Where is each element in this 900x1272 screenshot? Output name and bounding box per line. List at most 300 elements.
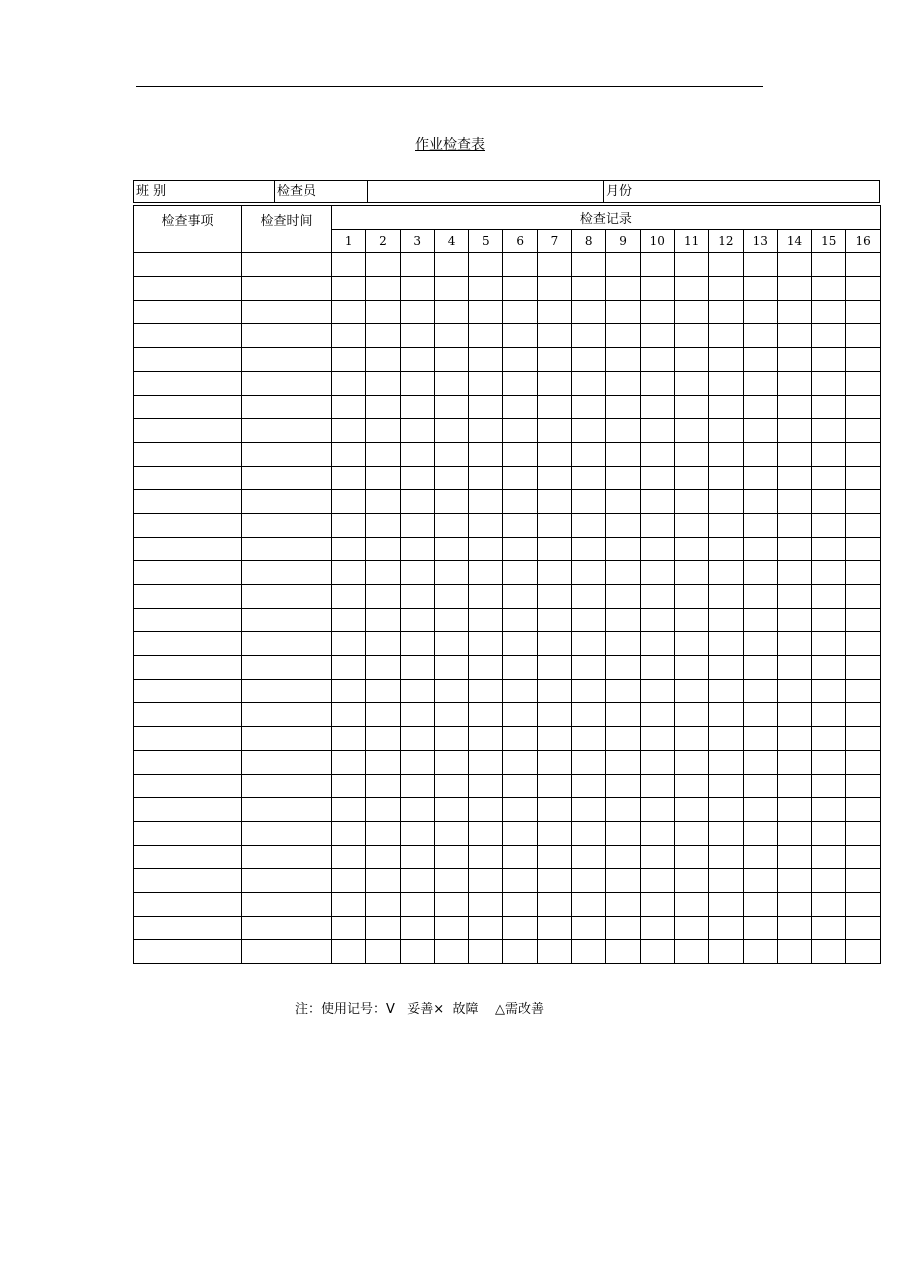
time-cell[interactable]	[242, 585, 332, 609]
record-cell[interactable]	[606, 513, 640, 537]
record-cell[interactable]	[812, 632, 846, 656]
record-cell[interactable]	[743, 513, 777, 537]
record-cell[interactable]	[777, 537, 811, 561]
record-cell[interactable]	[400, 561, 434, 585]
item-cell[interactable]	[134, 466, 242, 490]
record-cell[interactable]	[469, 869, 503, 893]
record-cell[interactable]	[366, 466, 400, 490]
record-cell[interactable]	[812, 727, 846, 751]
record-cell[interactable]	[537, 750, 571, 774]
record-cell[interactable]	[777, 395, 811, 419]
record-cell[interactable]	[743, 632, 777, 656]
record-cell[interactable]	[503, 490, 537, 514]
record-cell[interactable]	[812, 277, 846, 301]
record-cell[interactable]	[674, 253, 708, 277]
record-cell[interactable]	[709, 821, 743, 845]
record-cell[interactable]	[709, 348, 743, 372]
record-cell[interactable]	[606, 727, 640, 751]
record-cell[interactable]	[743, 585, 777, 609]
record-cell[interactable]	[777, 277, 811, 301]
record-cell[interactable]	[366, 442, 400, 466]
record-cell[interactable]	[366, 513, 400, 537]
record-cell[interactable]	[812, 869, 846, 893]
record-cell[interactable]	[366, 253, 400, 277]
item-cell[interactable]	[134, 419, 242, 443]
time-cell[interactable]	[242, 940, 332, 964]
record-cell[interactable]	[572, 608, 606, 632]
record-cell[interactable]	[812, 892, 846, 916]
record-cell[interactable]	[777, 585, 811, 609]
record-cell[interactable]	[777, 821, 811, 845]
record-cell[interactable]	[674, 892, 708, 916]
record-cell[interactable]	[537, 442, 571, 466]
time-cell[interactable]	[242, 632, 332, 656]
record-cell[interactable]	[469, 679, 503, 703]
record-cell[interactable]	[366, 395, 400, 419]
record-cell[interactable]	[366, 300, 400, 324]
record-cell[interactable]	[503, 869, 537, 893]
record-cell[interactable]	[537, 253, 571, 277]
record-cell[interactable]	[777, 869, 811, 893]
record-cell[interactable]	[812, 798, 846, 822]
record-cell[interactable]	[366, 798, 400, 822]
record-cell[interactable]	[503, 750, 537, 774]
record-cell[interactable]	[743, 774, 777, 798]
record-cell[interactable]	[537, 940, 571, 964]
record-cell[interactable]	[572, 395, 606, 419]
record-cell[interactable]	[400, 348, 434, 372]
record-cell[interactable]	[503, 442, 537, 466]
record-cell[interactable]	[640, 632, 674, 656]
record-cell[interactable]	[400, 703, 434, 727]
record-cell[interactable]	[469, 727, 503, 751]
record-cell[interactable]	[812, 845, 846, 869]
record-cell[interactable]	[812, 466, 846, 490]
record-cell[interactable]	[366, 727, 400, 751]
record-cell[interactable]	[606, 845, 640, 869]
record-cell[interactable]	[812, 561, 846, 585]
record-cell[interactable]	[503, 821, 537, 845]
record-cell[interactable]	[743, 466, 777, 490]
record-cell[interactable]	[812, 348, 846, 372]
record-cell[interactable]	[537, 395, 571, 419]
record-cell[interactable]	[709, 845, 743, 869]
record-cell[interactable]	[332, 419, 366, 443]
record-cell[interactable]	[640, 537, 674, 561]
record-cell[interactable]	[812, 371, 846, 395]
record-cell[interactable]	[537, 371, 571, 395]
record-cell[interactable]	[777, 632, 811, 656]
record-cell[interactable]	[434, 869, 468, 893]
record-cell[interactable]	[640, 798, 674, 822]
item-cell[interactable]	[134, 727, 242, 751]
time-cell[interactable]	[242, 348, 332, 372]
record-cell[interactable]	[469, 821, 503, 845]
record-cell[interactable]	[332, 371, 366, 395]
item-cell[interactable]	[134, 277, 242, 301]
record-cell[interactable]	[503, 656, 537, 680]
record-cell[interactable]	[332, 679, 366, 703]
record-cell[interactable]	[812, 703, 846, 727]
record-cell[interactable]	[503, 940, 537, 964]
time-cell[interactable]	[242, 703, 332, 727]
record-cell[interactable]	[572, 513, 606, 537]
record-cell[interactable]	[503, 679, 537, 703]
record-cell[interactable]	[743, 348, 777, 372]
record-cell[interactable]	[674, 324, 708, 348]
record-cell[interactable]	[812, 656, 846, 680]
time-cell[interactable]	[242, 608, 332, 632]
record-cell[interactable]	[469, 348, 503, 372]
record-cell[interactable]	[503, 277, 537, 301]
record-cell[interactable]	[709, 869, 743, 893]
record-cell[interactable]	[503, 371, 537, 395]
record-cell[interactable]	[846, 300, 880, 324]
record-cell[interactable]	[434, 679, 468, 703]
time-cell[interactable]	[242, 300, 332, 324]
record-cell[interactable]	[674, 395, 708, 419]
record-cell[interactable]	[332, 466, 366, 490]
record-cell[interactable]	[332, 727, 366, 751]
time-cell[interactable]	[242, 821, 332, 845]
record-cell[interactable]	[469, 561, 503, 585]
record-cell[interactable]	[777, 679, 811, 703]
record-cell[interactable]	[332, 821, 366, 845]
record-cell[interactable]	[709, 419, 743, 443]
record-cell[interactable]	[503, 892, 537, 916]
record-cell[interactable]	[709, 679, 743, 703]
record-cell[interactable]	[674, 916, 708, 940]
record-cell[interactable]	[537, 916, 571, 940]
record-cell[interactable]	[572, 442, 606, 466]
item-cell[interactable]	[134, 869, 242, 893]
record-cell[interactable]	[606, 916, 640, 940]
record-cell[interactable]	[743, 845, 777, 869]
record-cell[interactable]	[366, 632, 400, 656]
record-cell[interactable]	[332, 253, 366, 277]
record-cell[interactable]	[400, 585, 434, 609]
record-cell[interactable]	[434, 300, 468, 324]
record-cell[interactable]	[846, 727, 880, 751]
record-cell[interactable]	[674, 940, 708, 964]
record-cell[interactable]	[674, 277, 708, 301]
record-cell[interactable]	[606, 608, 640, 632]
record-cell[interactable]	[812, 537, 846, 561]
record-cell[interactable]	[400, 727, 434, 751]
record-cell[interactable]	[709, 916, 743, 940]
record-cell[interactable]	[777, 798, 811, 822]
record-cell[interactable]	[469, 300, 503, 324]
record-cell[interactable]	[640, 585, 674, 609]
record-cell[interactable]	[332, 277, 366, 301]
record-cell[interactable]	[537, 774, 571, 798]
record-cell[interactable]	[606, 940, 640, 964]
record-cell[interactable]	[846, 845, 880, 869]
record-cell[interactable]	[332, 513, 366, 537]
record-cell[interactable]	[332, 348, 366, 372]
item-cell[interactable]	[134, 656, 242, 680]
time-cell[interactable]	[242, 750, 332, 774]
record-cell[interactable]	[572, 774, 606, 798]
item-cell[interactable]	[134, 348, 242, 372]
item-cell[interactable]	[134, 798, 242, 822]
record-cell[interactable]	[434, 466, 468, 490]
record-cell[interactable]	[434, 513, 468, 537]
record-cell[interactable]	[743, 892, 777, 916]
record-cell[interactable]	[434, 561, 468, 585]
record-cell[interactable]	[743, 537, 777, 561]
record-cell[interactable]	[777, 656, 811, 680]
record-cell[interactable]	[332, 585, 366, 609]
record-cell[interactable]	[709, 750, 743, 774]
record-cell[interactable]	[812, 442, 846, 466]
record-cell[interactable]	[743, 277, 777, 301]
record-cell[interactable]	[606, 442, 640, 466]
record-cell[interactable]	[503, 727, 537, 751]
record-cell[interactable]	[503, 774, 537, 798]
record-cell[interactable]	[743, 750, 777, 774]
record-cell[interactable]	[606, 348, 640, 372]
record-cell[interactable]	[846, 869, 880, 893]
record-cell[interactable]	[434, 940, 468, 964]
record-cell[interactable]	[606, 253, 640, 277]
record-cell[interactable]	[366, 348, 400, 372]
record-cell[interactable]	[537, 608, 571, 632]
record-cell[interactable]	[640, 608, 674, 632]
record-cell[interactable]	[503, 845, 537, 869]
record-cell[interactable]	[846, 253, 880, 277]
time-cell[interactable]	[242, 253, 332, 277]
record-cell[interactable]	[743, 371, 777, 395]
record-cell[interactable]	[434, 727, 468, 751]
record-cell[interactable]	[812, 419, 846, 443]
record-cell[interactable]	[434, 845, 468, 869]
record-cell[interactable]	[503, 798, 537, 822]
time-cell[interactable]	[242, 513, 332, 537]
item-cell[interactable]	[134, 821, 242, 845]
record-cell[interactable]	[709, 324, 743, 348]
record-cell[interactable]	[846, 821, 880, 845]
record-cell[interactable]	[469, 940, 503, 964]
time-cell[interactable]	[242, 892, 332, 916]
record-cell[interactable]	[640, 442, 674, 466]
record-cell[interactable]	[537, 727, 571, 751]
record-cell[interactable]	[400, 916, 434, 940]
record-cell[interactable]	[640, 774, 674, 798]
record-cell[interactable]	[400, 774, 434, 798]
record-cell[interactable]	[503, 324, 537, 348]
record-cell[interactable]	[674, 561, 708, 585]
record-cell[interactable]	[537, 679, 571, 703]
record-cell[interactable]	[606, 679, 640, 703]
record-cell[interactable]	[469, 656, 503, 680]
record-cell[interactable]	[469, 585, 503, 609]
record-cell[interactable]	[469, 466, 503, 490]
time-cell[interactable]	[242, 916, 332, 940]
record-cell[interactable]	[400, 537, 434, 561]
record-cell[interactable]	[503, 632, 537, 656]
record-cell[interactable]	[709, 300, 743, 324]
record-cell[interactable]	[640, 253, 674, 277]
record-cell[interactable]	[572, 324, 606, 348]
record-cell[interactable]	[674, 679, 708, 703]
record-cell[interactable]	[812, 679, 846, 703]
record-cell[interactable]	[674, 798, 708, 822]
record-cell[interactable]	[640, 750, 674, 774]
record-cell[interactable]	[606, 466, 640, 490]
record-cell[interactable]	[434, 892, 468, 916]
record-cell[interactable]	[709, 798, 743, 822]
record-cell[interactable]	[332, 608, 366, 632]
record-cell[interactable]	[434, 324, 468, 348]
item-cell[interactable]	[134, 916, 242, 940]
record-cell[interactable]	[572, 419, 606, 443]
record-cell[interactable]	[537, 821, 571, 845]
record-cell[interactable]	[400, 656, 434, 680]
record-cell[interactable]	[469, 916, 503, 940]
record-cell[interactable]	[572, 727, 606, 751]
record-cell[interactable]	[503, 703, 537, 727]
record-cell[interactable]	[572, 371, 606, 395]
record-cell[interactable]	[777, 348, 811, 372]
record-cell[interactable]	[743, 300, 777, 324]
record-cell[interactable]	[503, 608, 537, 632]
record-cell[interactable]	[469, 395, 503, 419]
record-cell[interactable]	[434, 419, 468, 443]
record-cell[interactable]	[469, 490, 503, 514]
record-cell[interactable]	[606, 277, 640, 301]
record-cell[interactable]	[640, 277, 674, 301]
record-cell[interactable]	[777, 750, 811, 774]
time-cell[interactable]	[242, 466, 332, 490]
record-cell[interactable]	[777, 513, 811, 537]
record-cell[interactable]	[674, 300, 708, 324]
record-cell[interactable]	[640, 371, 674, 395]
record-cell[interactable]	[366, 277, 400, 301]
record-cell[interactable]	[572, 466, 606, 490]
record-cell[interactable]	[777, 490, 811, 514]
record-cell[interactable]	[709, 490, 743, 514]
item-cell[interactable]	[134, 940, 242, 964]
record-cell[interactable]	[366, 490, 400, 514]
record-cell[interactable]	[400, 940, 434, 964]
record-cell[interactable]	[709, 892, 743, 916]
record-cell[interactable]	[366, 892, 400, 916]
item-cell[interactable]	[134, 442, 242, 466]
record-cell[interactable]	[366, 561, 400, 585]
record-cell[interactable]	[674, 727, 708, 751]
record-cell[interactable]	[709, 561, 743, 585]
record-cell[interactable]	[537, 703, 571, 727]
record-cell[interactable]	[537, 348, 571, 372]
record-cell[interactable]	[366, 869, 400, 893]
record-cell[interactable]	[743, 703, 777, 727]
record-cell[interactable]	[366, 585, 400, 609]
item-cell[interactable]	[134, 632, 242, 656]
record-cell[interactable]	[469, 513, 503, 537]
record-cell[interactable]	[743, 869, 777, 893]
record-cell[interactable]	[640, 466, 674, 490]
record-cell[interactable]	[743, 940, 777, 964]
record-cell[interactable]	[812, 513, 846, 537]
record-cell[interactable]	[709, 277, 743, 301]
time-cell[interactable]	[242, 845, 332, 869]
record-cell[interactable]	[469, 277, 503, 301]
record-cell[interactable]	[332, 395, 366, 419]
record-cell[interactable]	[743, 561, 777, 585]
record-cell[interactable]	[709, 940, 743, 964]
record-cell[interactable]	[709, 253, 743, 277]
record-cell[interactable]	[812, 608, 846, 632]
record-cell[interactable]	[812, 300, 846, 324]
item-cell[interactable]	[134, 585, 242, 609]
record-cell[interactable]	[640, 821, 674, 845]
time-cell[interactable]	[242, 679, 332, 703]
record-cell[interactable]	[846, 324, 880, 348]
item-cell[interactable]	[134, 513, 242, 537]
record-cell[interactable]	[400, 277, 434, 301]
record-cell[interactable]	[366, 703, 400, 727]
record-cell[interactable]	[777, 324, 811, 348]
record-cell[interactable]	[400, 798, 434, 822]
record-cell[interactable]	[434, 703, 468, 727]
record-cell[interactable]	[777, 916, 811, 940]
record-cell[interactable]	[572, 798, 606, 822]
record-cell[interactable]	[743, 442, 777, 466]
time-cell[interactable]	[242, 798, 332, 822]
record-cell[interactable]	[537, 585, 571, 609]
item-cell[interactable]	[134, 750, 242, 774]
record-cell[interactable]	[332, 750, 366, 774]
record-cell[interactable]	[606, 774, 640, 798]
item-cell[interactable]	[134, 561, 242, 585]
record-cell[interactable]	[332, 940, 366, 964]
record-cell[interactable]	[400, 419, 434, 443]
record-cell[interactable]	[400, 845, 434, 869]
record-cell[interactable]	[400, 821, 434, 845]
record-cell[interactable]	[606, 798, 640, 822]
record-cell[interactable]	[366, 679, 400, 703]
record-cell[interactable]	[777, 892, 811, 916]
record-cell[interactable]	[572, 585, 606, 609]
record-cell[interactable]	[743, 608, 777, 632]
record-cell[interactable]	[572, 821, 606, 845]
item-cell[interactable]	[134, 537, 242, 561]
record-cell[interactable]	[674, 348, 708, 372]
record-cell[interactable]	[503, 348, 537, 372]
record-cell[interactable]	[743, 727, 777, 751]
record-cell[interactable]	[709, 585, 743, 609]
record-cell[interactable]	[572, 703, 606, 727]
record-cell[interactable]	[709, 371, 743, 395]
record-cell[interactable]	[674, 490, 708, 514]
record-cell[interactable]	[503, 585, 537, 609]
record-cell[interactable]	[606, 490, 640, 514]
record-cell[interactable]	[743, 916, 777, 940]
record-cell[interactable]	[572, 490, 606, 514]
record-cell[interactable]	[332, 774, 366, 798]
record-cell[interactable]	[640, 727, 674, 751]
item-cell[interactable]	[134, 371, 242, 395]
record-cell[interactable]	[846, 561, 880, 585]
time-cell[interactable]	[242, 490, 332, 514]
record-cell[interactable]	[743, 798, 777, 822]
record-cell[interactable]	[366, 537, 400, 561]
record-cell[interactable]	[777, 442, 811, 466]
record-cell[interactable]	[812, 821, 846, 845]
record-cell[interactable]	[674, 513, 708, 537]
record-cell[interactable]	[469, 845, 503, 869]
